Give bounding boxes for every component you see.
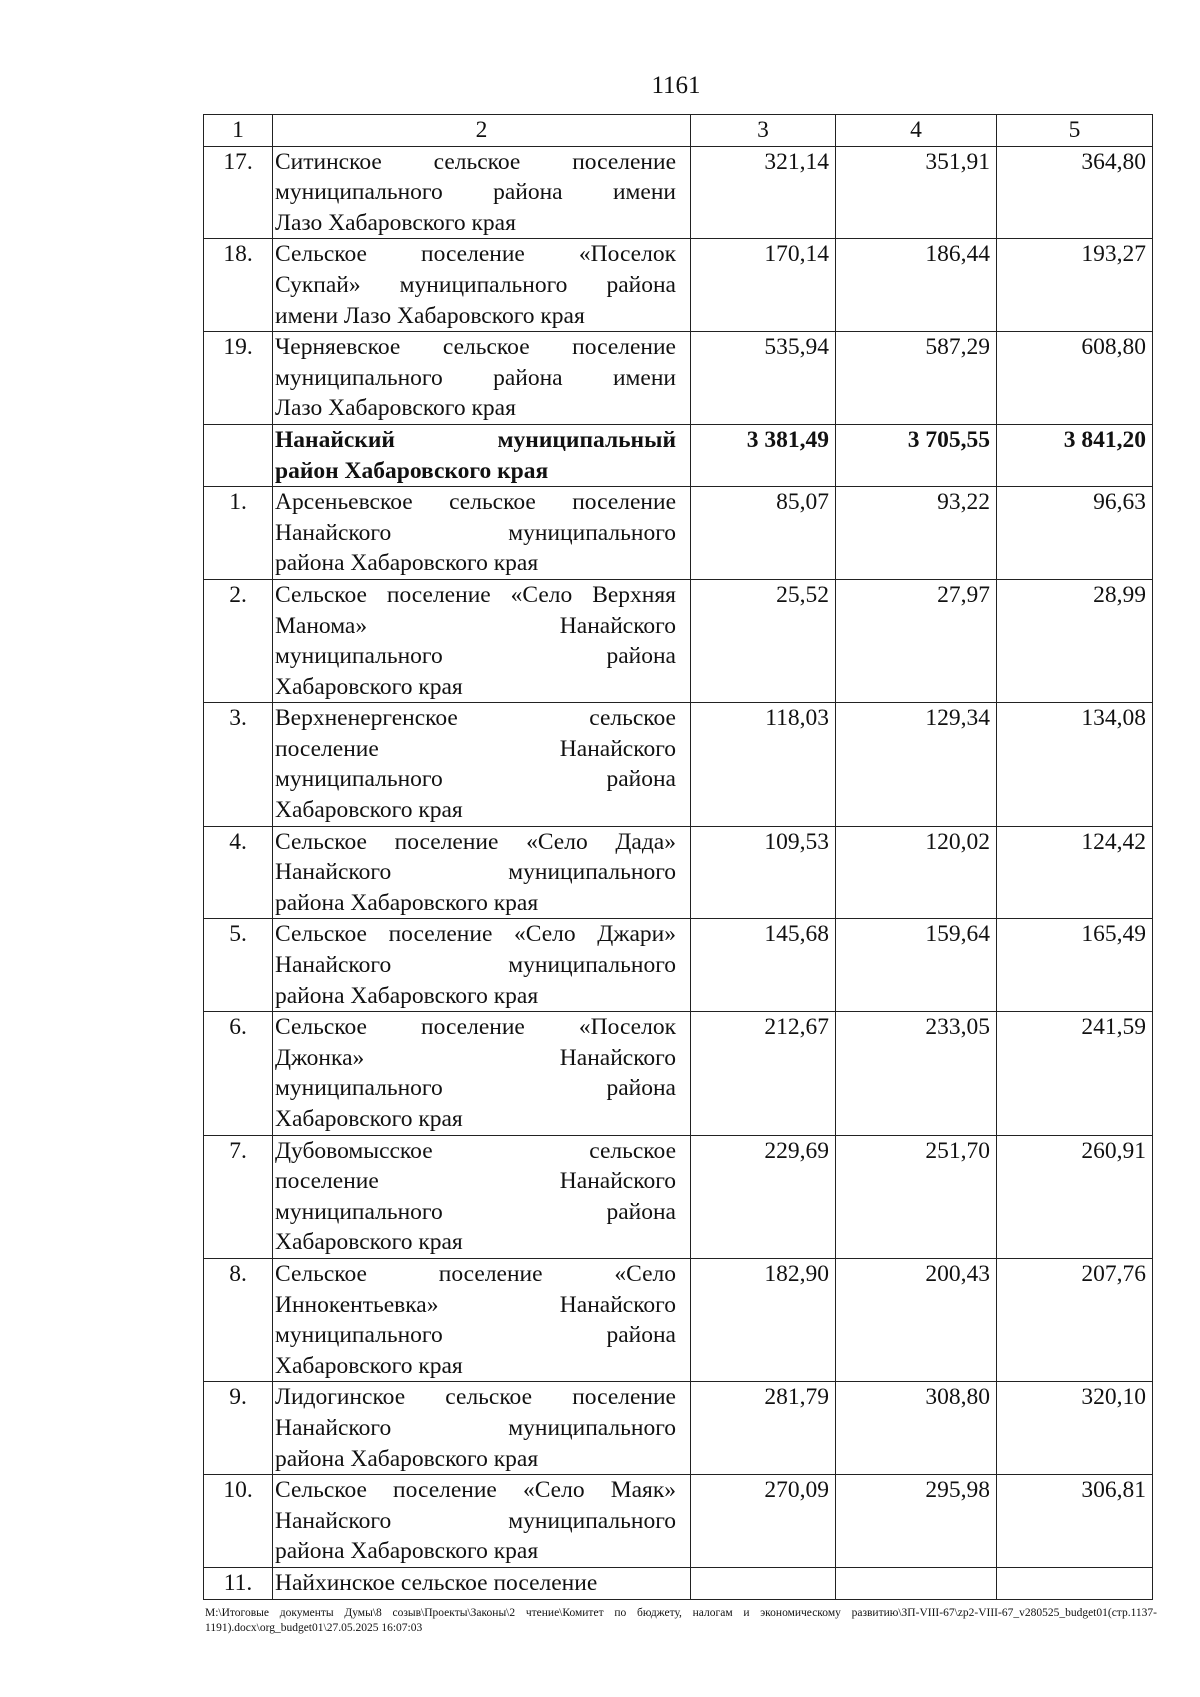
settlement-name-cell <box>273 826 691 919</box>
settlement-name-line: Нанайского муниципального <box>275 859 676 886</box>
settlement-name-cell <box>273 1475 691 1568</box>
row-number-cell: 3. <box>204 703 273 826</box>
settlement-name-line: Нанайского муниципального <box>275 952 676 979</box>
amount-cell-v5: 124,42 <box>997 826 1153 919</box>
amount-cell-v4: 27,97 <box>836 579 997 702</box>
amount-cell-v4 <box>836 1567 997 1599</box>
settlement-name-line: муниципального района имени <box>275 179 676 206</box>
settlement-name-cell <box>273 703 691 826</box>
amount-cell-v3: 145,68 <box>691 919 836 1012</box>
amount-cell-v5 <box>997 1567 1153 1599</box>
settlement-name-cell <box>273 1135 691 1258</box>
table-row <box>204 579 1153 702</box>
settlement-name-line: Нанайского муниципального <box>275 1507 676 1534</box>
settlement-name-line: Хабаровского края <box>275 1106 463 1132</box>
settlement-name-cell <box>273 919 691 1012</box>
row-number-cell: 2. <box>204 579 273 702</box>
amount-cell-v4: 186,44 <box>836 239 997 332</box>
settlement-name-line: Черняевское сельское поселение <box>275 334 676 361</box>
settlement-name-line: района Хабаровского края <box>275 982 539 1009</box>
table-row <box>204 424 1153 486</box>
amount-cell-v5: 306,81 <box>997 1475 1153 1568</box>
amount-cell-v3: 270,09 <box>691 1475 836 1568</box>
table-row <box>204 1567 1153 1599</box>
amount-cell-v3: 25,52 <box>691 579 836 702</box>
amount-cell-v4: 93,22 <box>836 487 997 580</box>
settlement-name-line: муниципального района <box>275 643 676 670</box>
table-row <box>204 1012 1153 1135</box>
settlement-name-line: Лазо Хабаровского края <box>275 395 516 422</box>
settlement-name-line: района Хабаровского края <box>275 1445 539 1472</box>
settlement-name-line: Верхненергенское сельское <box>275 705 676 732</box>
amount-cell-v5: 96,63 <box>997 487 1153 580</box>
header-cell: 2 <box>273 115 691 147</box>
settlement-name-line: Сельское поселение «Село Верхняя <box>275 581 676 608</box>
amount-cell-v5: 207,76 <box>997 1258 1153 1381</box>
amount-cell-v3: 85,07 <box>691 487 836 580</box>
settlement-name-cell <box>273 1258 691 1381</box>
settlement-name-cell <box>273 332 691 425</box>
amount-cell-v4: 295,98 <box>836 1475 997 1568</box>
amount-cell-v5: 608,80 <box>997 332 1153 425</box>
settlement-name-line: Манома» Нанайского <box>275 612 676 639</box>
settlement-name-line: Хабаровского края <box>275 673 463 700</box>
table-row <box>204 146 1153 239</box>
amount-cell-v5: 193,27 <box>997 239 1153 332</box>
settlement-name-line: имени Лазо Хабаровского края <box>275 302 585 329</box>
amount-cell-v5: 241,59 <box>997 1012 1153 1135</box>
settlement-name-line: поселение Нанайского <box>275 735 676 762</box>
settlement-name-line: Нанайского муниципального <box>275 519 676 546</box>
settlement-name-line: Джонка» Нанайского <box>275 1044 676 1071</box>
amount-cell-v3: 321,14 <box>691 146 836 239</box>
amount-cell-v4: 200,43 <box>836 1258 997 1381</box>
settlement-name-cell <box>273 487 691 580</box>
settlement-name-line: Сельское поселение «Село <box>275 1260 676 1287</box>
settlement-name-line: Сельское поселение «Поселок <box>275 241 676 268</box>
row-number-cell: 17. <box>204 146 273 239</box>
amount-cell-v5: 364,80 <box>997 146 1153 239</box>
settlement-name-line: муниципального района <box>275 766 676 793</box>
amount-cell-v3: 281,79 <box>691 1382 836 1475</box>
amount-cell-v4: 587,29 <box>836 332 997 425</box>
amount-cell-v5: 260,91 <box>997 1135 1153 1258</box>
amount-cell-v4: 120,02 <box>836 826 997 919</box>
settlement-name-cell <box>273 1012 691 1135</box>
settlement-name-cell <box>273 1567 691 1599</box>
amount-cell-v4: 351,91 <box>836 146 997 239</box>
row-number-cell: 18. <box>204 239 273 332</box>
settlement-name-line: муниципального района <box>275 1075 676 1102</box>
header-row <box>204 115 1153 147</box>
row-number-cell: 10. <box>204 1475 273 1568</box>
settlement-name-line: района Хабаровского края <box>275 889 539 916</box>
settlement-name-line: муниципального района <box>275 1322 676 1349</box>
amount-cell-v5: 28,99 <box>997 579 1153 702</box>
settlement-name-cell <box>273 1382 691 1475</box>
settlement-name-cell <box>273 146 691 239</box>
table-row <box>204 239 1153 332</box>
row-number-cell: 5. <box>204 919 273 1012</box>
settlement-name-line: муниципального района имени <box>275 364 676 391</box>
row-number-cell <box>204 424 273 486</box>
amount-cell-v4: 3 705,55 <box>836 424 997 486</box>
row-number-cell: 6. <box>204 1012 273 1135</box>
settlement-name-line: Сельское поселение «Село Джари» <box>275 921 676 948</box>
amount-cell-v4: 308,80 <box>836 1382 997 1475</box>
amount-cell-v5: 320,10 <box>997 1382 1153 1475</box>
settlement-name-line: Сельское поселение «Поселок <box>275 1014 676 1041</box>
table-row <box>204 703 1153 826</box>
settlement-name-line: район Хабаровского края <box>275 457 549 484</box>
amount-cell-v3: 212,67 <box>691 1012 836 1135</box>
settlement-name-line: Дубовомысское сельское <box>275 1137 676 1164</box>
settlement-name-line: района Хабаровского края <box>275 550 539 577</box>
settlement-name-line: Нанайский муниципальный <box>275 426 676 453</box>
amount-cell-v3: 170,14 <box>691 239 836 332</box>
settlement-name-line: Хабаровского края <box>275 797 463 824</box>
header-cell: 4 <box>836 115 997 147</box>
row-number-cell: 19. <box>204 332 273 425</box>
settlement-name-line: Сельское поселение «Село Маяк» <box>275 1477 676 1504</box>
row-number-cell: 7. <box>204 1135 273 1258</box>
settlement-name-line: Сельское поселение «Село Дада» <box>275 828 676 855</box>
table-row <box>204 332 1153 425</box>
settlement-name-line: Найхинское сельское поселение <box>275 1569 598 1596</box>
amount-cell-v5: 134,08 <box>997 703 1153 826</box>
settlement-name-line: Лидогинское сельское поселение <box>275 1384 676 1411</box>
settlement-name-line: Арсеньевское сельское поселение <box>275 489 676 516</box>
settlement-name-cell <box>273 239 691 332</box>
row-number-cell: 9. <box>204 1382 273 1475</box>
header-cell: 3 <box>691 115 836 147</box>
amount-cell-v3 <box>691 1567 836 1599</box>
table-row <box>204 487 1153 580</box>
header-cell: 5 <box>997 115 1153 147</box>
settlement-name-cell <box>273 579 691 702</box>
settlement-name-line: Ситинское сельское поселение <box>275 148 676 175</box>
settlement-name-line: Иннокентьевка» Нанайского <box>275 1291 676 1318</box>
table-row <box>204 826 1153 919</box>
header-cell: 1 <box>204 115 273 147</box>
settlement-name-line: Хабаровского края <box>275 1229 463 1256</box>
settlement-name-line: Сукпай» муниципального района <box>275 271 676 298</box>
amount-cell-v4: 129,34 <box>836 703 997 826</box>
settlement-name-line: поселение Нанайского <box>275 1168 676 1195</box>
amount-cell-v3: 535,94 <box>691 332 836 425</box>
budget-table <box>203 114 1153 1600</box>
settlement-name-line: Лазо Хабаровского края <box>275 209 516 236</box>
table-row <box>204 919 1153 1012</box>
amount-cell-v4: 251,70 <box>836 1135 997 1258</box>
table-row <box>204 1382 1153 1475</box>
document-footer-path: M:\Итоговые документы Думы\8 созыв\Проекты\Законы\2 чтение\Комитет по бюджету, налогам и экономическому развитию\ЗП-VIII-67\zp2-VIII-67_v280525_budget01(стр.1137-1191).docx\org_budget01\27.05.2025 16:07:03 <box>205 1607 1157 1634</box>
page-number: 1161 <box>651 72 701 99</box>
row-number-cell: 11. <box>204 1567 273 1599</box>
row-number-cell: 8. <box>204 1258 273 1381</box>
amount-cell-v4: 159,64 <box>836 919 997 1012</box>
amount-cell-v3: 182,90 <box>691 1258 836 1381</box>
settlement-name-line: Нанайского муниципального <box>275 1414 676 1441</box>
settlement-name-line: района Хабаровского края <box>275 1538 539 1565</box>
settlement-name-line: Хабаровского края <box>275 1352 463 1379</box>
amount-cell-v5: 3 841,20 <box>997 424 1153 486</box>
table-row <box>204 1475 1153 1568</box>
table-row <box>204 1135 1153 1258</box>
amount-cell-v3: 118,03 <box>691 703 836 826</box>
amount-cell-v5: 165,49 <box>997 919 1153 1012</box>
amount-cell-v3: 109,53 <box>691 826 836 919</box>
settlement-name-cell <box>273 424 691 486</box>
table-row <box>204 1258 1153 1381</box>
row-number-cell: 4. <box>204 826 273 919</box>
amount-cell-v3: 3 381,49 <box>691 424 836 486</box>
amount-cell-v3: 229,69 <box>691 1135 836 1258</box>
row-number-cell: 1. <box>204 487 273 580</box>
settlement-name-line: муниципального района <box>275 1198 676 1225</box>
amount-cell-v4: 233,05 <box>836 1012 997 1135</box>
